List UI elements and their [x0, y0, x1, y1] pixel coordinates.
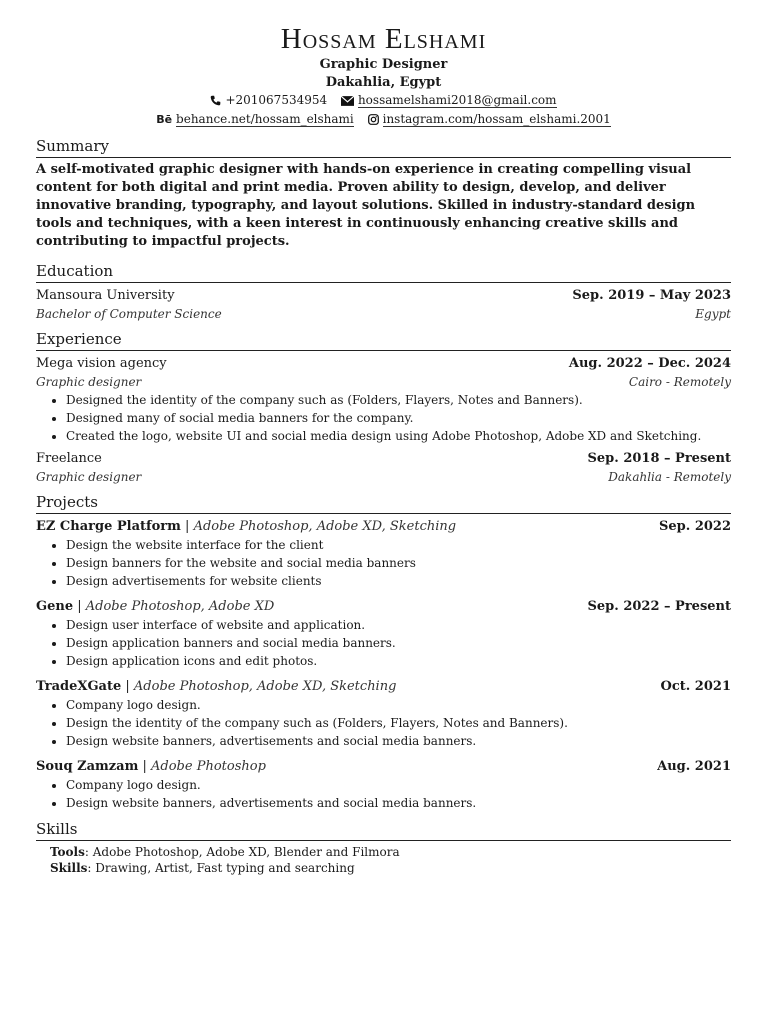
job-title: Graphic Designer [319, 57, 448, 72]
project-bullets [36, 696, 731, 750]
email-link[interactable]: hossamelshami2018@gmail.com [357, 93, 557, 107]
instagram-contact[interactable] [368, 111, 611, 130]
phone-text: +201067534954 [225, 93, 328, 107]
behance-icon: Bē [156, 113, 173, 126]
experience-section [36, 329, 731, 486]
education-place: Egypt [695, 307, 731, 321]
project-name: TradeXGate [36, 679, 122, 694]
bullet-item: • Design application icons and edit photos. [66, 652, 731, 670]
work-location: Cairo - Remotely [628, 375, 731, 389]
contact-line-2 [36, 111, 731, 130]
bullet-item: • Design website banners, advertisements and social media banners. [66, 732, 731, 750]
project-name: EZ Charge Platform [36, 519, 181, 534]
employment-dates: Sep. 2018 – Present [587, 451, 731, 466]
tools-list: Adobe Photoshop, Adobe XD, Blender and Filmora [92, 845, 400, 859]
tools-line: Tools: Adobe Photoshop, Adobe XD, Blender and Filmora [50, 845, 400, 859]
project-bullets [36, 536, 731, 590]
project-bullets [36, 616, 731, 670]
summary-heading: Summary [36, 136, 731, 158]
experience-heading: Experience [36, 329, 731, 351]
project-dates: Oct. 2021 [660, 679, 731, 694]
bullet-item: • Designed many of social media banners for the company. [66, 409, 731, 427]
projects-heading: Projects [36, 492, 731, 514]
education-section [36, 261, 731, 323]
phone-contact[interactable] [210, 92, 327, 111]
behance-link[interactable]: behance.net/hossam_elshami [176, 112, 354, 126]
school-name: Mansoura University [36, 288, 175, 303]
project-dates: Aug. 2021 [657, 759, 731, 774]
education-heading: Education [36, 261, 731, 283]
behance-contact[interactable] [156, 111, 354, 128]
instagram-link[interactable]: instagram.com/hossam_elshami.2001 [382, 112, 611, 126]
location: Dakahlia, Egypt [325, 75, 442, 90]
experience-entry [36, 449, 731, 486]
project-tech: Adobe Photoshop [151, 759, 266, 774]
bullet-item: • Design the identity of the company such as (Folders, Flayers, Notes and Banners). [66, 714, 731, 732]
bullet-item: • Company logo design. [66, 776, 731, 794]
role-title: Graphic designer [36, 375, 142, 389]
work-location: Dakahlia - Remotely [608, 470, 731, 484]
phone-icon [210, 94, 221, 111]
tools-label: Tools [50, 845, 85, 859]
instagram-icon [368, 113, 379, 130]
resume-page [36, 22, 731, 876]
bullet-item: • Designed the identity of the company such as (Folders, Flayers, Notes and Banners). [66, 391, 731, 409]
project-entry: Souq Zamzam | Adobe Photoshop Aug. 2021 • Company logo design. • Design website banners, advertisements and social media banners. [36, 757, 731, 812]
project-tech: Adobe Photoshop, Adobe XD, Sketching [133, 679, 397, 694]
bullet-item: • Design the website interface for the client [66, 536, 731, 554]
skills-list: Drawing, Artist, Fast typing and searching [95, 861, 355, 875]
project-bullets [36, 776, 731, 812]
skills-section [36, 819, 731, 876]
role-title: Graphic designer [36, 470, 142, 484]
email-contact[interactable] [341, 92, 557, 111]
projects-section [36, 492, 731, 812]
experience-entry [36, 354, 731, 445]
bullet-item: • Created the logo, website UI and social media design using Adobe Photoshop, Adobe XD and Sketching. [66, 427, 731, 445]
bullet-item: • Design advertisements for website clients [66, 572, 731, 590]
bullet-item: • Design application banners and social media banners. [66, 634, 731, 652]
project-dates: Sep. 2022 [659, 519, 731, 534]
summary-text: A self-motivated graphic designer with hands-on experience in creating compelling visual content for both digital and print media. Proven ability to design, develop, and deliver innovative branding, typography, and layout solutions. Skilled in industry-standard design tools and techniques, with a keen interest in continuously enhancing creative skills and contributing to impactful projects. [36, 162, 696, 249]
project-name: Souq Zamzam [36, 759, 139, 774]
skills-heading: Skills [36, 819, 731, 841]
employer-name: Mega vision agency [36, 356, 167, 371]
experience-bullets [36, 391, 731, 445]
bullet-item: • Company logo design. [66, 696, 731, 714]
employment-dates: Aug. 2022 – Dec. 2024 [568, 356, 731, 371]
candidate-name: Hossam Elshami [280, 23, 487, 55]
bullet-item: • Design user interface of website and application. [66, 616, 731, 634]
project-tech: Adobe Photoshop, Adobe XD [85, 599, 275, 614]
contact-line-1 [36, 92, 731, 111]
project-entry: Gene | Adobe Photoshop, Adobe XD Sep. 2022 – Present • Design user interface of website and application. • Design application banners and social media banners. • Design application icons and edit photos. [36, 597, 731, 670]
education-dates: Sep. 2019 – May 2023 [572, 288, 731, 303]
project-dates: Sep. 2022 – Present [587, 599, 731, 614]
envelope-icon [341, 94, 354, 111]
project-tech: Adobe Photoshop, Adobe XD, Sketching [193, 519, 457, 534]
skills-label: Skills [50, 861, 88, 875]
education-entry [36, 286, 731, 323]
project-name: Gene [36, 599, 74, 614]
employer-name: Freelance [36, 451, 102, 466]
bullet-item: • Design website banners, advertisements and social media banners. [66, 794, 731, 812]
degree: Bachelor of Computer Science [36, 307, 222, 321]
skills-line: Skills: Drawing, Artist, Fast typing and searching [50, 861, 355, 875]
project-entry: TradeXGate | Adobe Photoshop, Adobe XD, Sketching Oct. 2021 • Company logo design. • Design the identity of the company such as (Folders, Flayers, Notes and Banners). • Design website banners, advertisements and social media banners. [36, 677, 731, 750]
summary-section [36, 136, 731, 251]
project-entry: EZ Charge Platform | Adobe Photoshop, Adobe XD, Sketching Sep. 2022 • Design the website interface for the client • Design banners for the website and social media banners • Design advertisements for website clients [36, 517, 731, 590]
resume-header [36, 22, 731, 130]
bullet-item: • Design banners for the website and social media banners [66, 554, 731, 572]
